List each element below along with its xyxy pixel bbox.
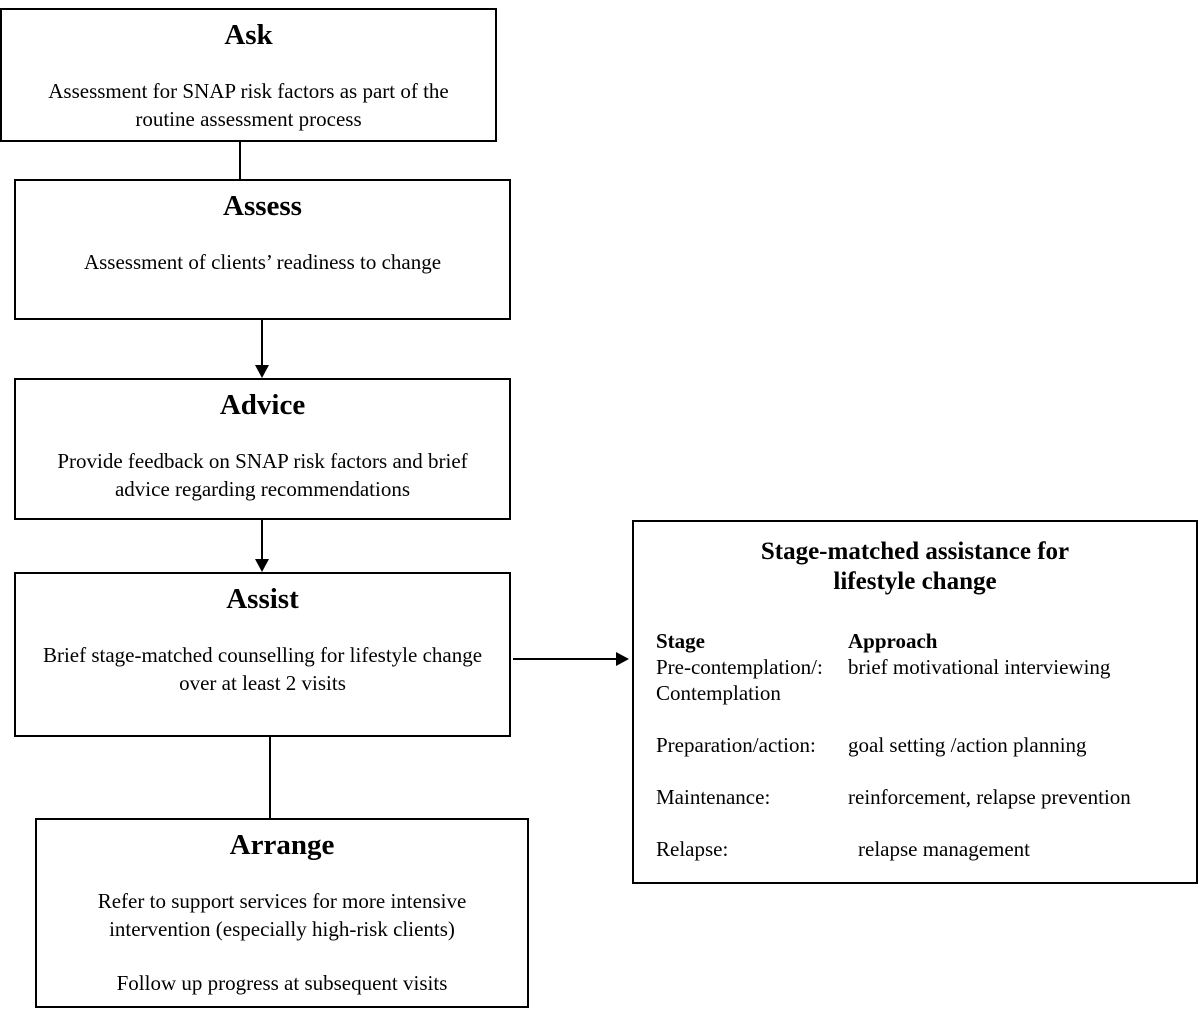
advice-box-body: Provide feedback on SNAP risk factors and brief advice regarding recommendations xyxy=(57,449,468,502)
stage-cell: Contemplation xyxy=(656,681,781,706)
stage-panel-title-line1: Stage-matched assistance for xyxy=(760,538,1070,565)
ask-box-title: Ask xyxy=(224,19,273,51)
stage-cell: Relapse: xyxy=(656,837,729,862)
stage-panel xyxy=(632,520,1198,884)
stage-panel-header-row xyxy=(656,628,1182,654)
advice-box xyxy=(14,378,511,520)
stage-cell: Preparation/action: xyxy=(656,733,816,758)
assist-box-title: Assist xyxy=(226,583,299,615)
stage-row xyxy=(656,680,1182,706)
assess-box xyxy=(14,179,511,320)
approach-column-header: Approach xyxy=(848,629,938,653)
approach-cell: brief motivational interviewing xyxy=(848,655,1111,680)
ask-box-body: Assessment for SNAP risk factors as part of the routine assessment process xyxy=(48,79,449,132)
arrowhead-down-icon xyxy=(255,365,269,378)
connector-assess-advice xyxy=(261,320,263,366)
approach-cell: reinforcement, relapse prevention xyxy=(848,785,1131,810)
stage-row xyxy=(656,836,1182,862)
advice-box-title: Advice xyxy=(219,389,306,421)
stage-row xyxy=(656,654,1182,680)
assist-box-body: Brief stage-matched counselling for lifestyle change over at least 2 visits xyxy=(42,643,483,696)
stage-row xyxy=(656,784,1182,810)
connector-advice-assist xyxy=(261,520,263,560)
stage-cell: Pre-contemplation/: xyxy=(656,655,823,680)
approach-cell: relapse management xyxy=(858,837,1030,862)
arrange-box-title: Arrange xyxy=(229,829,335,861)
stage-panel-title xyxy=(634,537,1196,596)
ask-box xyxy=(0,8,497,142)
stage-column-header: Stage xyxy=(656,629,705,653)
arrange-box-body-1: Refer to support services for more intensive intervention (especially high-risk clients) xyxy=(97,889,467,942)
stage-cell: Maintenance: xyxy=(656,785,771,810)
connector-assist-panel xyxy=(513,658,617,660)
arrowhead-down-icon xyxy=(255,559,269,572)
stage-panel-title-line2: lifestyle change xyxy=(833,567,997,595)
assess-box-title: Assess xyxy=(223,190,302,222)
assess-box-body: Assessment of clients’ readiness to change xyxy=(83,250,442,275)
connector-assist-arrange xyxy=(269,737,271,818)
arrange-box xyxy=(35,818,529,1008)
arrange-box-body-2: Follow up progress at subsequent visits xyxy=(116,970,448,995)
arrowhead-right-icon xyxy=(616,652,629,666)
assist-box xyxy=(14,572,511,737)
approach-cell: goal setting /action planning xyxy=(848,733,1087,758)
connector-ask-assess xyxy=(239,142,241,179)
stage-row xyxy=(656,732,1182,758)
stage-panel-body xyxy=(656,628,1182,862)
